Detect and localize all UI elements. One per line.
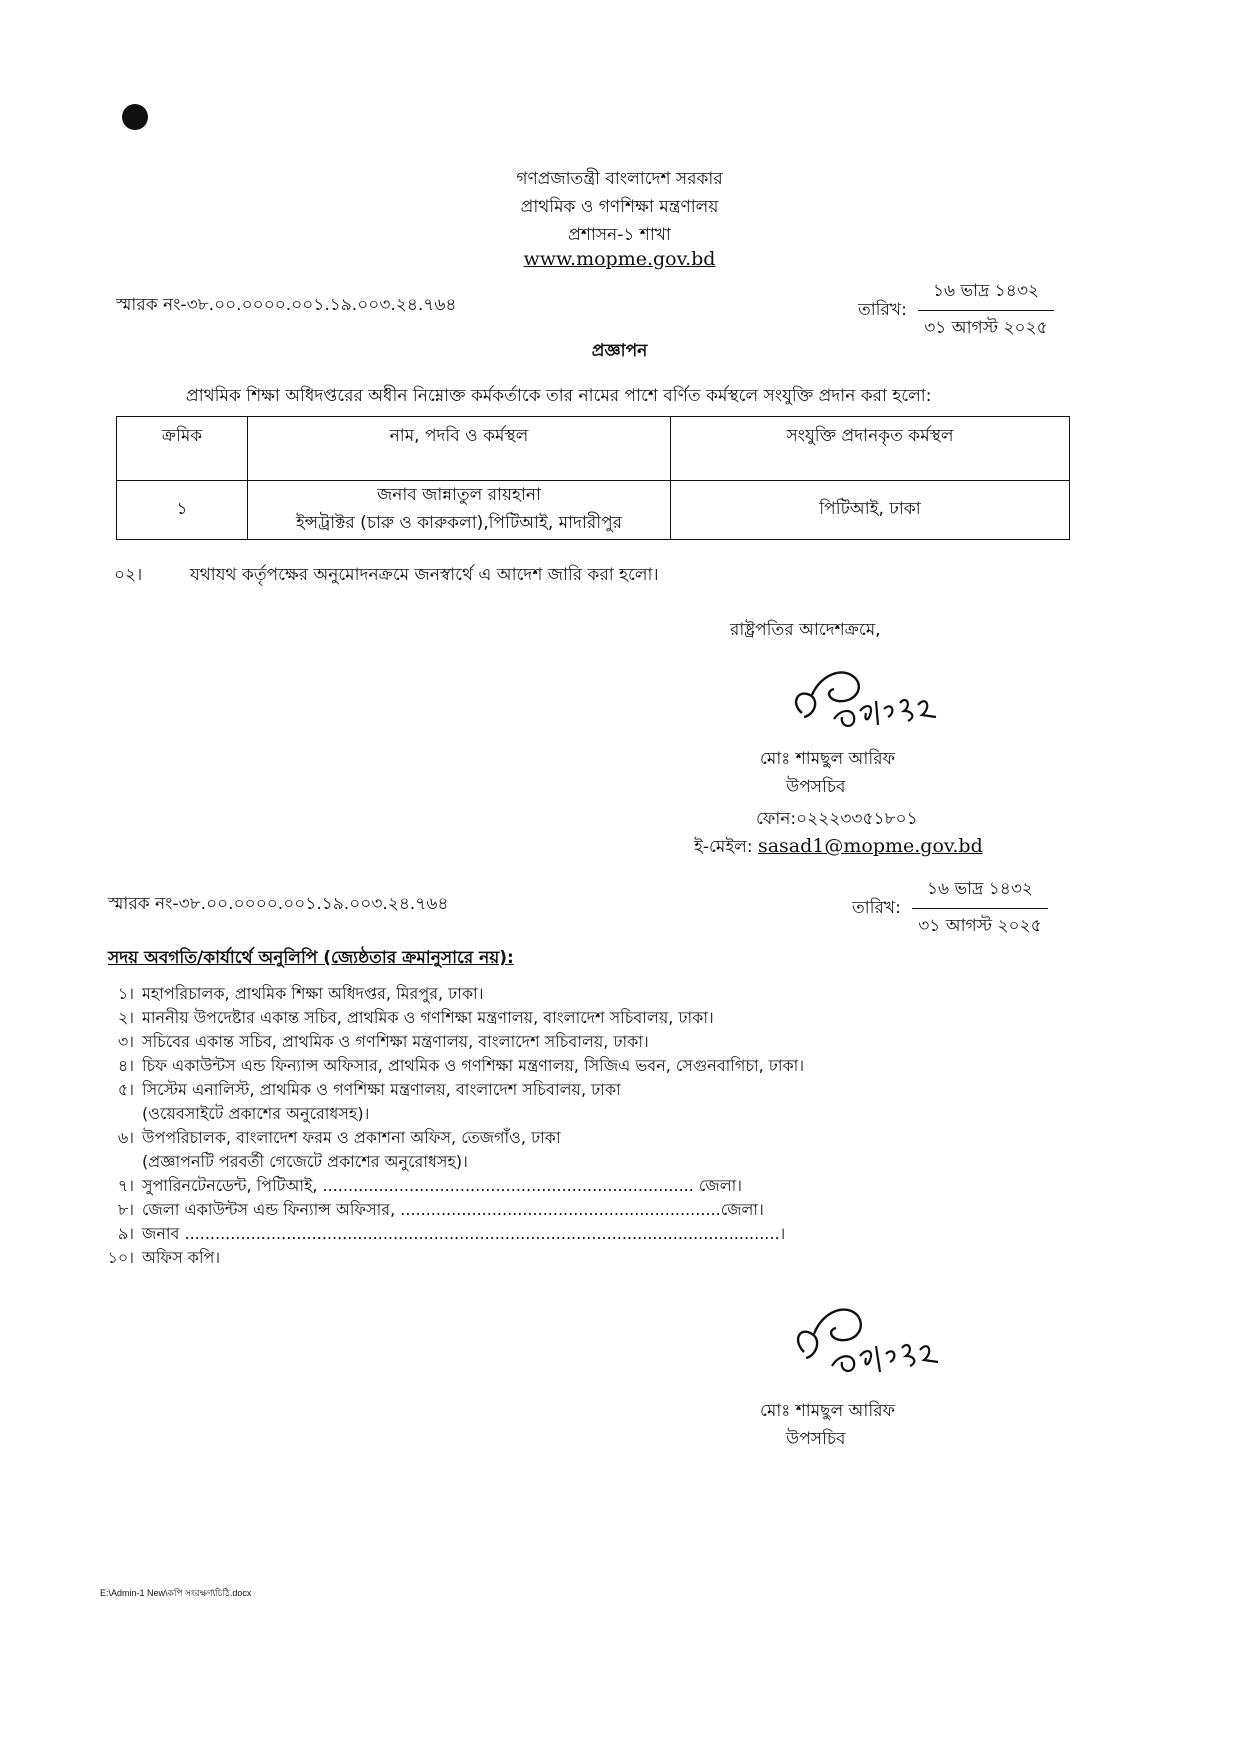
assignment-table xyxy=(116,416,1070,540)
list-item: ৭। সুপারিনটেনডেন্ট, পিটিআই, ......................................................................... জেলা। xyxy=(117,1176,743,1195)
list-item: ১০। অফিস কপি। xyxy=(107,1248,221,1267)
signature-2 xyxy=(780,1290,980,1390)
list-item: ৮। জেলা একাউন্টস এন্ড ফিন্যান্স অফিসার, ...............................................................জেলা। xyxy=(117,1200,764,1219)
punch-hole-mark xyxy=(122,104,148,130)
signatory-designation: উপসচিব xyxy=(786,777,846,797)
cell-designation: ইন্সট্রাক্টর (চারু ও কারুকলা),পিটিআই, মাদারীপুর xyxy=(295,513,623,533)
table-header-row xyxy=(117,417,1070,481)
date-english-copy: ৩১ আগস্ট ২০২৫ xyxy=(918,916,1042,936)
email-label: ই-মেইল: xyxy=(694,837,753,857)
list-item: ২। মাননীয় উপদেষ্টার একান্ত সচিব, প্রাথমিক ও গণশিক্ষা মন্ত্রণালয়, বাংলাদেশ সচিবালয়, ঢাকা। xyxy=(117,1008,714,1027)
cell-name-designation xyxy=(248,481,671,540)
date-bangla: ১৬ ভাদ্র ১৪৩২ xyxy=(918,278,1054,311)
signatory-email-row xyxy=(694,834,983,862)
list-item: ৯। জনাব .....................................................................................................................। xyxy=(117,1224,786,1243)
list-item: ৪। চিফ একাউন্টস এন্ড ফিন্যান্স অফিসার, প্রাথমিক ও গণশিক্ষা মন্ত্রণালয়, সিজিএ ভবন, সেগুনবাগিচা, ঢাকা। xyxy=(117,1056,805,1075)
signatory-designation-copy: উপসচিব xyxy=(786,1429,846,1449)
intro-text: প্রাথমিক শিক্ষা অধিদপ্তরের অধীন নিম্নোক্ত কর্মকর্তাকে তার নামের পাশে বর্ণিত কর্মস্থলে সংযুক্তি প্রদান করা হলো: xyxy=(186,386,932,406)
signature-1 xyxy=(780,655,980,745)
order-line: রাষ্ট্রপতির আদেশক্রমে, xyxy=(730,620,881,640)
copy-list xyxy=(92,982,952,1270)
footer-file-path: E:\Admin-1 New\কপি সংরক্ষণ\চিঠি.docx xyxy=(100,1588,252,1598)
paragraph-text: যথাযথ কর্তৃপক্ষের অনুমোদনক্রমে জনস্বার্থে এ আদেশ জারি করা হলো। xyxy=(190,565,659,585)
header-ministry: প্রাথমিক ও গণশিক্ষা মন্ত্রণালয় xyxy=(520,197,719,217)
cell-attached: পিটিআই, ঢাকা xyxy=(671,481,1070,540)
memo-number-copy: স্মারক নং-৩৮.০০.০০০০.০০১.১৯.০০৩.২৪.৭৬৪ xyxy=(108,894,449,914)
signatory-name: মোঃ শামছুল আরিফ xyxy=(760,749,896,769)
header-govt: গণপ্রজাতন্ত্রী বাংলাদেশ সরকার xyxy=(516,169,723,189)
email-link[interactable]: sasad1@mopme.gov.bd xyxy=(757,835,983,857)
header-serial: ক্রমিক xyxy=(117,417,248,481)
date-block-copy xyxy=(852,876,1048,941)
date-label: তারিখ: xyxy=(858,299,907,320)
date-label-copy: তারিখ: xyxy=(852,897,901,918)
page-title: প্রজ্ঞাপন xyxy=(591,341,648,361)
paragraph-number: ০২। xyxy=(114,565,143,585)
memo-number: স্মারক নং-৩৮.০০.০০০০.০০১.১৯.০০৩.২৪.৭৬৪ xyxy=(116,295,457,315)
list-item: ৬। উপপরিচালক, বাংলাদেশ ফরম ও প্রকাশনা অফিস, তেজগাঁও, ঢাকা (প্রজ্ঞাপনটি পরবর্তী গেজেটে প্রকাশের অনুরোধসহ)। xyxy=(117,1128,561,1171)
date-english: ৩১ আগস্ট ২০২৫ xyxy=(924,318,1048,338)
copy-heading: সদয় অবগতি/কার্যার্থে অনুলিপি (জ্যেষ্ঠতার ক্রমানুসারে নয়): xyxy=(108,948,514,968)
list-item: ৩। সচিবের একান্ত সচিব, প্রাথমিক ও গণশিক্ষা মন্ত্রণালয়, বাংলাদেশ সচিবালয়, ঢাকা। xyxy=(117,1032,649,1051)
cell-serial: ১ xyxy=(117,481,248,540)
list-item: ৫। সিস্টেম এনালিস্ট, প্রাথমিক ও গণশিক্ষা মন্ত্রণালয়, বাংলাদেশ সচিবালয়, ঢাকা (ওয়েবসাইটে প্রকাশের অনুরোধসহ)। xyxy=(117,1080,621,1123)
list-item: ১। মহাপরিচালক, প্রাথমিক শিক্ষা অধিদপ্তর, মিরপুর, ঢাকা। xyxy=(117,984,484,1003)
header-name: নাম, পদবি ও কর্মস্থল xyxy=(248,417,671,481)
signatory-name-copy: মোঃ শামছুল আরিফ xyxy=(760,1401,896,1421)
cell-name: জনাব জান্নাতুল রায়হানা xyxy=(377,485,541,505)
date-block xyxy=(858,278,1054,343)
header-attached: সংযুক্তি প্রদানকৃত কর্মস্থল xyxy=(671,417,1070,481)
date-bangla-copy: ১৬ ভাদ্র ১৪৩২ xyxy=(912,876,1048,909)
header-website-link[interactable]: www.mopme.gov.bd xyxy=(523,248,716,270)
table-row xyxy=(117,481,1070,540)
signatory-phone: ফোন:০২২২৩৩৫১৮০১ xyxy=(756,809,918,829)
header-branch: প্রশাসন-১ শাখা xyxy=(568,225,671,245)
